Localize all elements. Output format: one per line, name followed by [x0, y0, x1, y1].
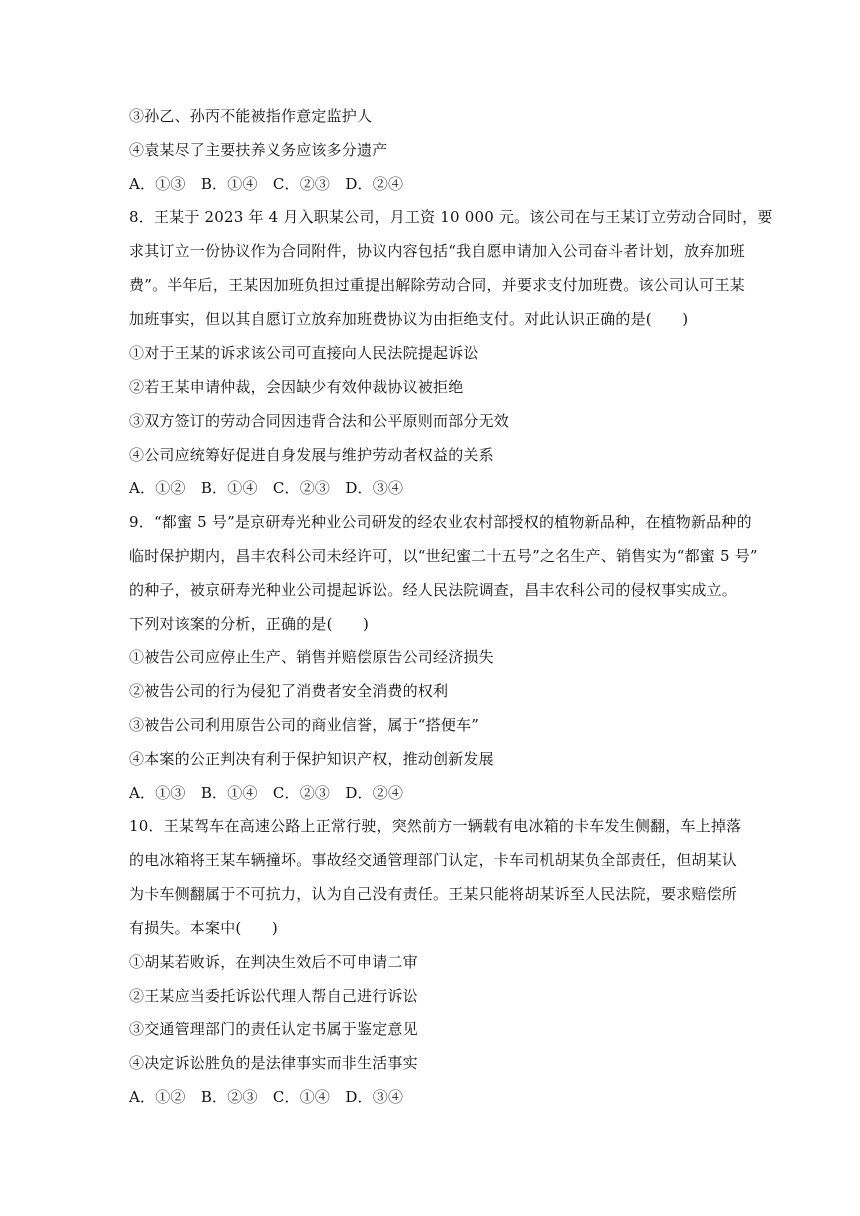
q7-answer-choices: A．①③ B．①④ C．②③ D．②④	[129, 175, 404, 193]
q10-stem-line: 10．王某驾车在高速公路上正常行驶，突然前方一辆载有电冰箱的卡车发生侧翻，车上掉落	[129, 817, 742, 835]
q7-option-4: ④袁某尽了主要扶养义务应该多分遗产	[129, 141, 388, 159]
q8-stem-line: 费”。半年后，王某因加班负担过重提出解除劳动合同，并要求支付加班费。该公司认可王某	[129, 276, 745, 294]
q8-option-4: ④公司应统筹好促进自身发展与维护劳动者权益的关系	[129, 446, 494, 464]
q9-stem-line: 的种子，被京研寿光种业公司提起诉讼。经人民法院调查，昌丰农科公司的侵权事实成立。	[129, 581, 738, 599]
q10-option-3: ③交通管理部门的责任认定书属于鉴定意见	[129, 1020, 418, 1038]
q9-stem-line: 下列对该案的分析，正确的是( )	[129, 615, 370, 633]
q8-stem-line: 8．王某于 2023 年 4 月入职某公司，月工资 10 000 元。该公司在与王某订立劳动合同时，要	[129, 208, 773, 226]
q10-option-1: ①胡某若败诉，在判决生效后不可申请二审	[129, 953, 418, 971]
q10-stem-line: 的电冰箱将王某车辆撞坏。事故经交通管理部门认定，卡车司机胡某负全部责任，但胡某认	[129, 851, 738, 869]
q10-option-4: ④决定诉讼胜负的是法律事实而非生活事实	[129, 1054, 418, 1072]
q9-stem-line: 9．“都蜜 5 号”是京研寿光种业公司研发的经农业农村部授权的植物新品种，在植物新品种的	[129, 513, 752, 531]
q8-option-1: ①对于王某的诉求该公司可直接向人民法院提起诉讼	[129, 344, 479, 362]
q8-stem-line: 求其订立一份协议作为合同附件，协议内容包括“我自愿申请加入公司奋斗者计划，放弃加班	[129, 242, 745, 260]
q10-stem-line: 为卡车侧翻属于不可抗力，认为自己没有责任。王某只能将胡某诉至人民法院，要求赔偿所	[129, 885, 738, 903]
q9-option-4: ④本案的公正判决有利于保护知识产权，推动创新发展	[129, 750, 494, 768]
q9-stem-line: 临时保护期内，昌丰农科公司未经许可，以“世纪蜜二十五号”之名生产、销售实为“都蜜 5 号”	[129, 547, 758, 565]
q8-answer-choices: A．①② B．①④ C．②③ D．③④	[129, 479, 404, 497]
q8-stem-line: 加班事实，但以其自愿订立放弃加班费协议为由拒绝支付。对此认识正确的是( )	[129, 310, 689, 328]
q8-option-3: ③双方签订的劳动合同因违背合法和公平原则而部分无效	[129, 412, 510, 430]
q7-option-3: ③孙乙、孙丙不能被指作意定监护人	[129, 107, 373, 125]
q10-stem-line: 有损失。本案中( )	[129, 919, 278, 937]
q9-option-1: ①被告公司应停止生产、销售并赔偿原告公司经济损失	[129, 648, 494, 666]
q9-answer-choices: A．①③ B．①④ C．②③ D．②④	[129, 784, 404, 802]
q9-option-2: ②被告公司的行为侵犯了消费者安全消费的权利	[129, 682, 449, 700]
q10-option-2: ②王某应当委托诉讼代理人帮自己进行诉讼	[129, 987, 418, 1005]
q8-option-2: ②若王某申请仲裁，会因缺少有效仲裁协议被拒绝	[129, 378, 464, 396]
q9-option-3: ③被告公司利用原告公司的商业信誉，属于“搭便车”	[129, 716, 480, 734]
q10-answer-choices: A．①② B．②③ C．①④ D．③④	[129, 1088, 404, 1106]
